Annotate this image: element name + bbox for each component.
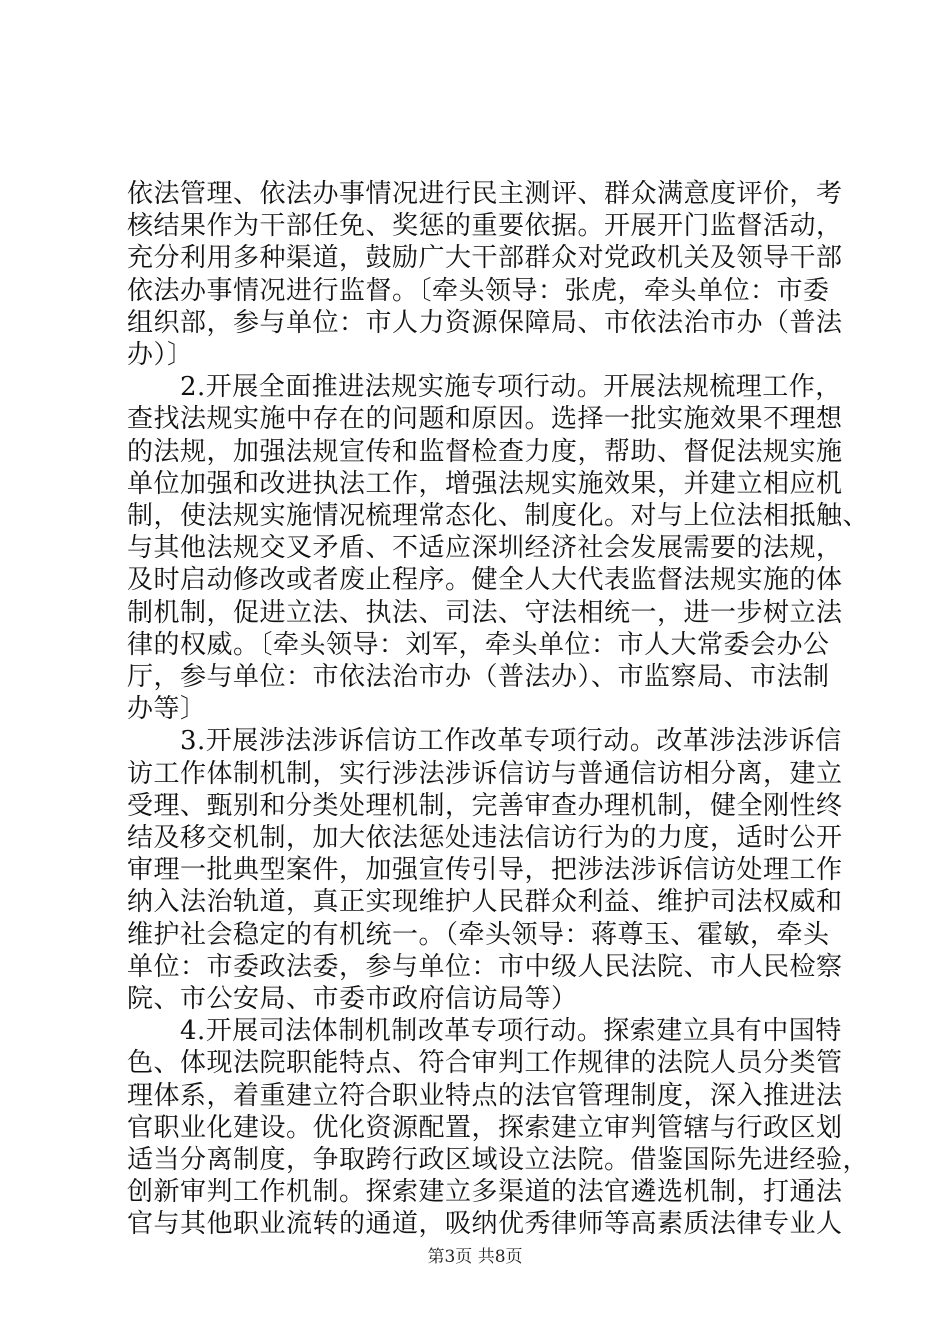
text-line: 受理、甄别和分类处理机制，完善审查办理机制，健全刚性终 [127,790,843,821]
text-line: 核结果作为干部任免、奖惩的重要依据。开展开门监督活动， [127,211,843,242]
text-line: 充分利用多种渠道，鼓励广大干部群众对党政机关及领导干部 [127,243,843,274]
text-line: 审理一批典型案件，加强宣传引导，把涉法涉诉信访处理工作 [127,855,843,886]
text-line: 访工作体制机制，实行涉法涉诉信访与普通信访相分离，建立 [127,758,843,789]
text-line: 办）〕 [127,340,194,370]
text-line: 办等〕 [127,694,207,725]
text-line: 依法办事情况进行监督。〔牵头领导：张虎，牵头单位：市委 [127,275,830,306]
text-line: 查找法规实施中存在的问题和原因。选择一批实施效果不理想 [127,404,843,435]
text-line: 3.开展涉法涉诉信访工作改革专项行动。改革涉法涉诉信 [127,726,842,757]
text-line: 官职业化建设。优化资源配置，探索建立审判管辖与行政区划 [127,1112,843,1143]
text-line: 单位：市委政法委，参与单位：市中级人民法院、市人民检察 [127,951,843,982]
text-line: 制，使法规实施情况梳理常态化、制度化。对与上位法相抵触、 [127,501,870,531]
text-line: 维护社会稳定的有机统一。（牵头领导：蒋尊玉、霍敏，牵头 [127,919,830,950]
text-line: 律的权威。〔牵头领导：刘军，牵头单位：市人大常委会办公 [127,629,830,660]
text-line: 单位加强和改进执法工作，增强法规实施效果，并建立相应机 [127,468,843,499]
text-line: 的法规，加强法规宣传和监督检查力度，帮助、督促法规实施 [127,436,843,467]
text-line: 纳入法治轨道，真正实现维护人民群众利益、维护司法权威和 [127,887,843,918]
text-line: 创新审判工作机制。探索建立多渠道的法官遴选机制，打通法 [127,1177,843,1208]
text-line: 理体系，着重建立符合职业特点的法官管理制度，深入推进法 [127,1080,843,1111]
text-line: 制机制，促进立法、执法、司法、守法相统一，进一步树立法 [127,597,843,628]
text-line: 院、市公安局、市委市政府信访局等） [127,984,578,1014]
text-line: 2.开展全面推进法规实施专项行动。开展法规梳理工作， [127,372,842,403]
text-line: 色、体现法院职能特点、符合审判工作规律的法院人员分类管 [127,1048,843,1079]
text-line: 组织部，参与单位：市人力资源保障局、市依法治市办（普法 [127,307,843,338]
text-line: 官与其他职业流转的通道，吸纳优秀律师等高素质法律专业人 [127,1209,843,1240]
text-line: 及时启动修改或者废止程序。健全人大代表监督法规实施的体 [127,565,843,596]
text-line: 适当分离制度，争取跨行政区域设立法院。借鉴国际先进经验， [127,1145,870,1175]
text-line: 厅，参与单位：市依法治市办（普法办）、市监察局、市法制 [127,662,830,692]
text-line: 4.开展司法体制机制改革专项行动。探索建立具有中国特 [127,1016,842,1047]
text-line: 与其他法规交叉矛盾、不适应深圳经济社会发展需要的法规， [127,533,843,564]
text-line: 依法管理、依法办事情况进行民主测评、群众满意度评价，考 [127,179,843,209]
text-line: 结及移交机制，加大依法惩处违法信访行为的力度，适时公开 [127,823,843,853]
page-footer: 第3页 共8页 [427,1247,523,1267]
